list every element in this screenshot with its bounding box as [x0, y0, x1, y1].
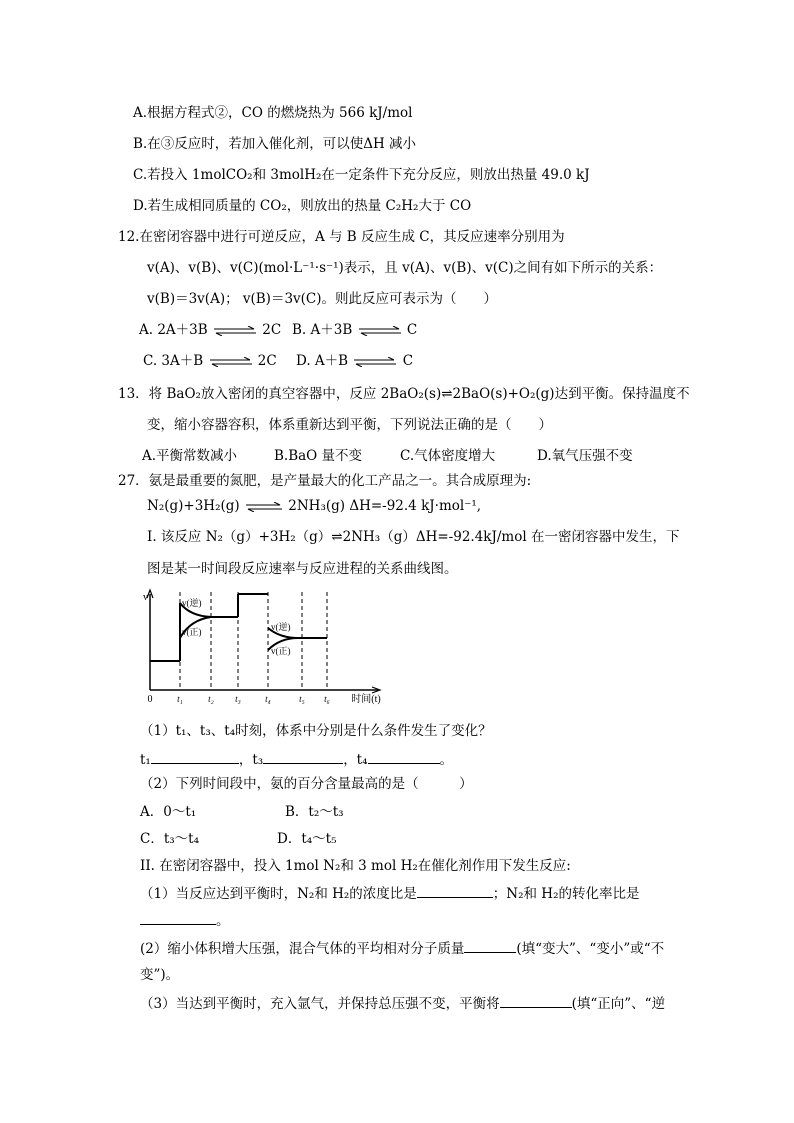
- q12-option-d-right: C: [402, 353, 414, 369]
- t1-label: t₁: [140, 752, 151, 768]
- t3-label: ，t₃: [238, 752, 264, 768]
- tick-t3: t₃: [235, 694, 241, 704]
- q27-sub2-option-c: C．t₃～t₄: [140, 831, 200, 847]
- q12-option-c: [143, 351, 277, 371]
- q27-sub2-option-a: A．0～t₁: [140, 804, 197, 820]
- p2-3-text-b: (填“正向”、“逆: [571, 996, 666, 1012]
- x-axis-label: 时间(t): [351, 694, 381, 705]
- t1-answer-blank[interactable]: [151, 749, 239, 764]
- time-markers: [180, 592, 327, 690]
- q27-eq-left: N₂(g)+3H₂(g): [147, 498, 240, 514]
- equilibrium-arrow-icon: [352, 357, 398, 367]
- q12-option-b-left: B. A＋3B: [292, 322, 353, 338]
- q27-sub2-option-d: D．t₄～t₅: [277, 831, 337, 847]
- sub1-end: 。: [439, 752, 454, 768]
- q11-option-d: D.若生成相同质量的 CO₂，则放出的热量 C₂H₂大于 CO: [133, 198, 472, 214]
- label-rev-1: v(逆): [182, 598, 202, 608]
- q13-option-b: B.BaO 量不变: [274, 448, 363, 464]
- q13-option-c: C.气体密度增大: [400, 448, 496, 464]
- molar-mass-change-blank[interactable]: [464, 938, 516, 953]
- q13-option-d: D.氧气压强不变: [537, 448, 633, 464]
- q12-line3: v(B)＝3v(A)； v(B)＝3v(C)。则此反应可表示为（ ）: [147, 291, 498, 307]
- q12-option-a-left: A. 2A＋3B: [139, 322, 208, 338]
- p2-3-text-a: （3）当达到平衡时，充入氩气，并保持总压强不变，平衡将: [140, 996, 500, 1012]
- t4-label: ，t₄: [343, 752, 368, 768]
- q13-line1: 13．将 BaO₂放入密闭的真空容器中，反应 2BaO₂(s)⇌2BaO(s)+O₂(g)达到平衡。保持温度不: [118, 386, 690, 402]
- equilibrium-arrow-icon: [244, 502, 284, 512]
- q27-part2-2-cont: 变”)。: [140, 967, 180, 983]
- equilibrium-arrow-icon: [357, 326, 403, 336]
- q12-option-c-left: C. 3A＋B: [143, 353, 204, 369]
- equilibrium-arrow-icon: [212, 326, 258, 336]
- tick-t4: t₄: [265, 694, 271, 704]
- label-rev-2: v(逆): [271, 622, 291, 632]
- q27-part2-2: [140, 938, 664, 959]
- q27-sub2: （2）下列时间段中，氨的百分含量最高的是（ ）: [140, 776, 473, 792]
- q12-option-d-left: D. A＋B: [296, 353, 349, 369]
- q27-part1-line1: I. 该反应 N₂（g）+3H₂（g）⇌2NH₃（g）ΔH=-92.4kJ/mol 在一密闭容器中发生，下: [147, 529, 680, 545]
- concentration-ratio-blank[interactable]: [417, 883, 493, 898]
- q11-option-b: B.在③反应时，若加入催化剂，可以使ΔH 减小: [133, 136, 417, 152]
- q27-part1-line2: 图是某一时间段反应速率与反应进程的关系曲线图。: [147, 561, 458, 577]
- q12-option-a-right: 2C: [262, 322, 282, 338]
- p2-2-text-b: (填“变大”、“变小”或“不: [516, 941, 665, 957]
- equilibrium-arrow-icon: [208, 357, 254, 367]
- t3-answer-blank[interactable]: [263, 749, 343, 764]
- q12-option-b-right: C: [406, 322, 418, 338]
- q27-part2-1-cont: [140, 910, 230, 931]
- tick-t1: t₁: [177, 694, 183, 704]
- q27-eq-right: 2NH₃(g) ΔH=-92.4 kJ·mol⁻¹,: [288, 498, 482, 514]
- q27-sub2-option-b: B．t₂～t₃: [285, 804, 344, 820]
- q11-option-a: A.根据方程式②，CO 的燃烧热为 566 kJ/mol: [133, 105, 413, 121]
- y-axis-label: v: [143, 592, 148, 603]
- p2-1-text-a: （1）当反应达到平衡时，N₂和 H₂的浓度比是: [140, 886, 417, 902]
- q12-option-b: [292, 320, 417, 340]
- label-fwd-2: v(正): [271, 646, 291, 656]
- t4-answer-blank[interactable]: [368, 749, 440, 764]
- q11-option-c: C.若投入 1molCO₂和 3molH₂在一定条件下充分反应，则放出热量 49.0 kJ: [133, 167, 590, 183]
- q12-option-d: [296, 351, 413, 371]
- q27-part2: II. 在密闭容器中，投入 1mol N₂和 3 mol H₂在催化剂作用下发生反应:: [140, 858, 571, 874]
- tick-t2: t₂: [208, 694, 214, 704]
- label-fwd-1: v(正): [182, 627, 202, 637]
- q13-option-a: A.平衡常数减小: [142, 448, 238, 464]
- q12-option-a: [139, 320, 281, 340]
- q27-sub1: （1）t₁、t₃、t₄时刻，体系中分别是什么条件发生了变化？: [140, 723, 492, 739]
- q27-stem: 27．氨是最重要的氮肥，是产量最大的化工产品之一。其合成原理为:: [118, 473, 532, 489]
- q27-equation: [147, 496, 481, 516]
- tick-t6: t₆: [324, 694, 330, 704]
- q12-line2: v(A)、v(B)、v(C)(mol·L⁻¹·s⁻¹)表示，且 v(A)、v(B)、v(C)之间有如下所示的关系：: [147, 260, 663, 276]
- tick-t5: t₅: [299, 694, 305, 704]
- equilibrium-shift-blank[interactable]: [500, 993, 572, 1008]
- q13-line2: 变，缩小容器容积，体系重新达到平衡，下列说法正确的是（ ）: [147, 417, 552, 433]
- q27-part2-3: [140, 993, 665, 1014]
- p2-2-text-a: (2）缩小体积增大压强，混合气体的平均相对分子质量: [140, 941, 465, 957]
- q27-part2-1: [140, 883, 640, 904]
- q12-option-c-right: 2C: [257, 353, 277, 369]
- origin-label: 0: [147, 694, 153, 705]
- p2-1-text-b: ；N₂和 H₂的转化率比是: [492, 886, 640, 902]
- rate-time-graph: [138, 588, 398, 708]
- conversion-ratio-blank[interactable]: [140, 910, 216, 925]
- q12-stem: 12.在密闭容器中进行可逆反应，A 与 B 反应生成 C，其反应速率分别用为: [118, 229, 565, 245]
- p2-1-end: 。: [216, 913, 230, 929]
- q27-sub1-blanks: [140, 749, 453, 770]
